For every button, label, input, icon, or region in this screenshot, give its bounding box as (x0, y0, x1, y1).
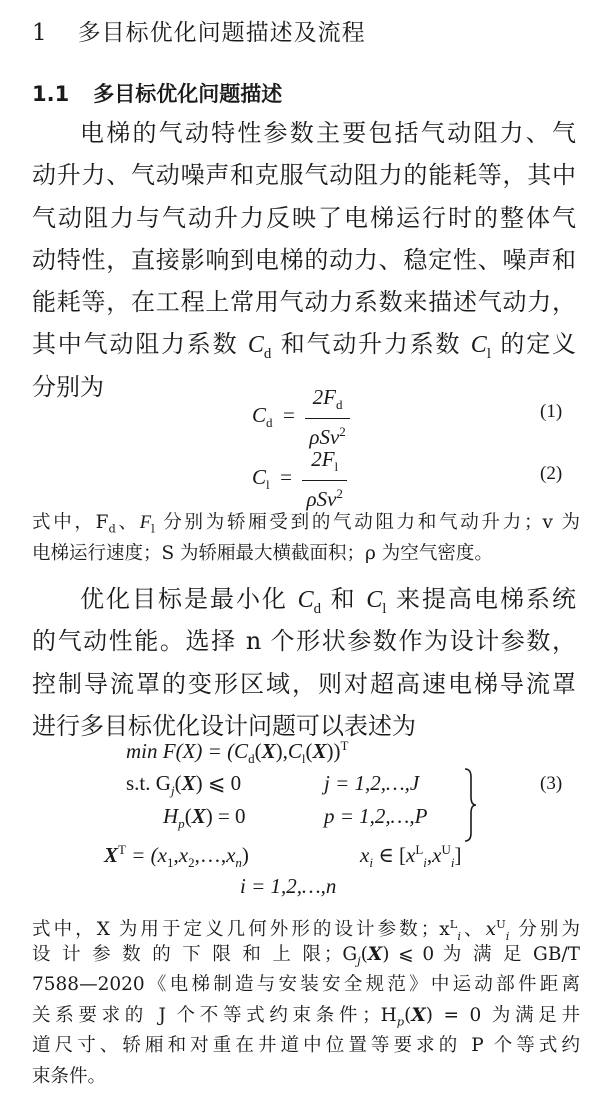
paragraph-line: 设 计 参 数 的 下 限 和 上 限；$G_j(X)$ ⩽ 0 为 满 足 GB/T (32, 943, 580, 968)
section-title: 多目标优化问题描述及流程 (77, 20, 366, 46)
paragraph-line: 电梯的气动特性参数主要包括气动阻力、气 (80, 119, 576, 147)
text-fragment: 和 (330, 585, 357, 613)
paragraph-line: 式中，X 为用于定义几何外形的设计参数；$x^L_i$、$x^U_i$ 分别为 (32, 917, 580, 943)
paragraph-line: 电梯运行速度；S 为轿厢最大横截面积；ρ 为空气密度。 (32, 542, 493, 564)
text-fragment: 来提高电梯系统 (396, 585, 576, 613)
paragraph-line: 气动阻力与气动升力反映了电梯运行时的整体气 (32, 203, 576, 232)
equation-3-row-3-cond (324, 804, 427, 829)
symbol-cd: $C_d$ (247, 332, 272, 363)
den-text: ρSv (309, 425, 340, 450)
eq-text: j = 1,2,…,J (324, 771, 420, 795)
text-fragment: 式中，F (32, 512, 109, 533)
equation-3-row-2-cond (324, 771, 419, 796)
paragraph-line: 进行多目标优化设计问题可以表述为 (32, 711, 416, 740)
symbol-cd: $C_d$ (297, 587, 322, 617)
paragraph-2 (32, 578, 576, 747)
paragraph-line: 束条件。 (32, 1065, 107, 1087)
eq-lhs-sub: l (266, 477, 270, 493)
eq-text: = (x (131, 843, 167, 867)
subsection-title: 多目标优化问题描述 (93, 82, 283, 106)
eq-text: s.t. G (126, 771, 171, 795)
text-fragment: 设 计 参 数 的 下 限 和 上 限；G (32, 943, 358, 965)
eq-text: H (163, 804, 179, 828)
equation-number: (2) (540, 463, 563, 484)
den-text: ρSv (306, 487, 337, 512)
paragraph-line (32, 323, 576, 365)
right-brace-icon (463, 767, 477, 843)
subsection-number: 1.1 (32, 82, 70, 106)
paragraph-line: 动特性，直接影响到电梯的动力、稳定性、噪声和 (32, 245, 576, 274)
den-sup: 2 (336, 486, 343, 502)
text-fragment: 分别为轿厢受到的气动阻力和气动升力；v 为 (163, 512, 580, 533)
eq-text: i = 1,2,…,n (240, 874, 337, 898)
equation-3-row-1: $\min F(X) = (C_d(X),C_l(X))^T$ (126, 738, 349, 767)
equation-2: $C_l$ = $\frac{2F_l}{\rho Sv^2}$ (252, 446, 347, 512)
num-sub: d (335, 397, 343, 413)
text-fragment: 关系要求的 J 个不等式约束条件；H (32, 1004, 397, 1026)
equation-3-row-4-domain: $x_i$ ∈ $[x^L_i,x^U_i]$ (360, 842, 462, 871)
equation-3-row-3: $H_p(X) = 0$ (163, 804, 246, 832)
text-fragment: 和气动升力系数 (280, 330, 462, 359)
paragraph-line: 能耗等，在工程上常用气动力系数来描述气动力， (32, 288, 576, 317)
equation-3-row-5 (240, 874, 336, 899)
text-fragment: 其中气动阻力系数 (32, 330, 239, 359)
num-sub: l (334, 459, 339, 475)
num-text: 2F (312, 385, 336, 409)
text-fragment: 式中，X 为用于定义几何外形的设计参数；x (32, 919, 450, 941)
fraction (305, 384, 349, 450)
num-text: 2F (311, 447, 335, 471)
eq-text: X (104, 843, 119, 867)
paragraph-line: 动升力、气动噪声和克服气动阻力的能耗等，其中 (32, 161, 576, 190)
paragraph-line: 7588—2020《电梯制造与安装安全规范》中运动部件距离 (32, 974, 580, 995)
paragraph-line (32, 578, 576, 620)
eq-text: min F(X) = (C (126, 739, 249, 763)
equation-3-row-4: $X^T$ = $(x_1,x_2,\dots,x_n)$ (104, 842, 249, 871)
where-clause-2 (32, 909, 580, 1092)
subsection-heading (32, 78, 282, 108)
paragraph-line: 的气动性能。选择 n 个形状参数作为设计参数， (32, 627, 576, 656)
paragraph-line: 式中，$F_d$、$F_l$ 分别为轿厢受到的气动阻力和气动升力；v 为 (32, 512, 580, 536)
paragraph-line: 分别为 (32, 372, 104, 401)
symbol-cl: $C_l$ (366, 587, 387, 617)
equation-3-row-2: s.t. $G_j(X)$ ⩽ 0 (126, 771, 242, 799)
fraction (302, 446, 346, 512)
fraction-numerator (302, 446, 346, 481)
equation-1: $C_d$ = $\frac{2F_d}{\rho Sv^2}$ (252, 384, 350, 450)
paragraph-1 (32, 112, 576, 408)
eq-text: p = 1,2,…,P (324, 804, 428, 828)
eq-text: x (360, 843, 370, 867)
eq-lhs: C (252, 464, 267, 489)
paragraph-line: 关系要求的 J 个不等式约束条件；$H_p(X) = 0$ 为满足井 (32, 1004, 580, 1029)
where-clause-1 (32, 508, 580, 569)
equation-number: (3) (540, 773, 563, 794)
section-number: 1 (32, 20, 48, 46)
text-fragment: 的定义 (500, 330, 576, 359)
paragraph-line: 控制导流罩的变形区域，则对超高速电梯导流罩 (32, 669, 576, 698)
equation-number: (1) (540, 401, 563, 422)
den-sup: 2 (339, 424, 346, 440)
eq-lhs-sub: d (266, 415, 273, 431)
section-heading (32, 14, 366, 47)
eq-lhs: C (252, 402, 267, 427)
symbol-cl: $C_l$ (470, 332, 491, 363)
fraction-numerator (305, 384, 349, 419)
paragraph-line: 道尺寸、轿厢和对重在井道中位置等要求的 P 个等式约 (32, 1035, 580, 1056)
text-fragment: 优化目标是最小化 (80, 585, 288, 613)
